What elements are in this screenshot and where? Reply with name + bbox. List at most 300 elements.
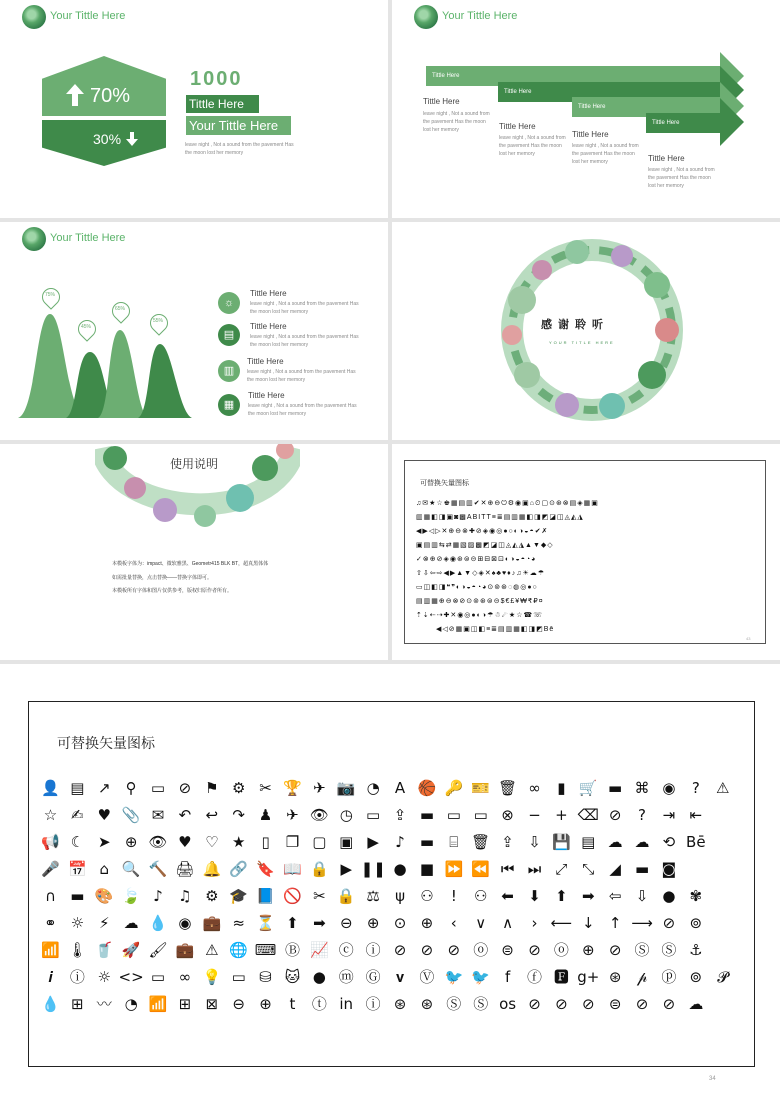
glyph-icon: ▭: [231, 967, 246, 986]
glyph-icon: ✾: [689, 886, 703, 905]
glyph-icon: 🔔: [202, 859, 222, 878]
thanks-title: 感谢聆听: [541, 319, 609, 331]
glyph-icon: ⟵: [550, 913, 573, 932]
usage-line: 本模板所有字体和图片仅供参考，版权归原作者所有。: [112, 588, 233, 594]
mini-icon-row: ⇧⇩⇦⇨◀▶▲▼◇◈✕♠♣♥♦♪♫☀☁☂: [416, 570, 546, 577]
glyph-icon: ‹: [450, 913, 457, 932]
glyph-icon: 📶: [41, 940, 60, 959]
glyph-icon: 🎫: [471, 778, 491, 797]
glyph-icon: 📎: [121, 805, 141, 824]
glyph-icon: ⓘ: [69, 967, 85, 986]
glyph-icon: 🌐: [229, 940, 249, 959]
glyph-icon: ⓘ: [365, 994, 381, 1013]
glyph-icon: ▭: [150, 778, 166, 797]
glyph-icon: ☆: [43, 805, 58, 824]
item-desc: leave night , Not a sound from the pavement Has the moon lost her memory: [250, 334, 359, 348]
glyph-icon: ⊞: [178, 994, 192, 1013]
glyph-icon: 𝓟: [717, 967, 729, 986]
glyph-icon: ▬: [608, 778, 623, 797]
glyph-icon: A: [394, 778, 406, 797]
glyph-icon: ▶: [340, 859, 353, 878]
glyph-icon: 🛒: [578, 778, 598, 797]
mini-icon-row: ▥▦◧◨▣◙▩ABITT≡≣▤▥▦◧◨◩◪◫◬◭◮: [416, 514, 584, 521]
icon-row: [37, 774, 747, 801]
glyph-icon: 🅵: [553, 967, 569, 986]
glyph-icon: ⓞ: [473, 940, 489, 959]
glyph-icon: ●: [662, 886, 676, 905]
glyph-icon: ᴏs: [499, 994, 517, 1013]
icon-row: [37, 963, 747, 990]
glyph-icon: ⊛: [393, 994, 407, 1013]
icon-row: [37, 936, 747, 963]
bubble-label: 55%: [152, 318, 163, 324]
glyph-icon: ✂: [313, 886, 326, 905]
glyph-icon: ◙: [661, 859, 677, 878]
thanks-subtitle: YOUR TITLE HERE: [549, 340, 615, 345]
glyph-icon: ⚠: [715, 778, 730, 797]
mini-icon-row: ▣▤▥⇆⇄▦▧▨▩◩◪◫◬◭◮▲▼◆◇: [416, 542, 554, 549]
glyph-icon: ∞: [528, 778, 541, 797]
glyph-icon: ⌘: [634, 778, 650, 797]
glyph-icon: ⊖: [339, 913, 353, 932]
glyph-icon: <>: [118, 967, 144, 986]
glyph-icon: 🎓: [229, 886, 249, 905]
glyph-icon: 🥤: [94, 940, 114, 959]
glyph-icon: ♥: [97, 805, 111, 824]
glyph-icon: ☁: [634, 832, 650, 851]
glyph-icon: ⊠: [205, 994, 219, 1013]
glyph-icon: ⊘: [393, 940, 407, 959]
mini-icon-row: ◀▶◁▷✕⊕⊖⊗✚⊘◈◉◎●○◐◑◒◓✔✗: [416, 528, 549, 535]
succulent-logo-icon: [22, 5, 46, 29]
icon-grid: [37, 774, 747, 1017]
glyph-icon: Ⓖ: [365, 967, 381, 986]
slide-title: Your Tittle Here: [442, 10, 518, 22]
arrow-label: Tittle Here: [652, 120, 680, 126]
glyph-icon: 💧: [41, 994, 60, 1013]
glyph-icon: 🔨: [148, 859, 168, 878]
glyph-icon: g+: [577, 967, 600, 986]
chart-icon: ▦: [218, 394, 240, 416]
glyph-icon: ☼: [97, 967, 111, 986]
glyph-icon: ⤡: [582, 859, 595, 878]
arrow-down-icon: [126, 132, 138, 146]
glyph-icon: ♫: [178, 886, 192, 905]
glyph-icon: ↷: [232, 805, 245, 824]
glyph-icon: ↓: [581, 913, 595, 932]
item-title: Tittle Here: [250, 289, 287, 298]
percent-bottom: 30%: [93, 131, 122, 147]
arrow-bar-4: [646, 113, 722, 133]
mini-icon-row: ♫✉★☆♚▦▤▥✔✕⊕⊖⏻⚙◉▣⌂⏲▢⊙⊛⊗▤◈▦▣: [416, 500, 599, 507]
glyph-icon: ✉: [151, 805, 165, 824]
glyph-icon: ★: [231, 832, 246, 851]
glyph-icon: ▤: [70, 778, 85, 797]
glyph-icon: ⊜: [608, 994, 622, 1013]
glyph-icon: ▬: [419, 805, 434, 824]
glyph-icon: in: [339, 994, 354, 1013]
glyph-icon: ⊘: [635, 994, 649, 1013]
succulent-logo-icon: [22, 227, 46, 251]
glyph-icon: f: [504, 967, 511, 986]
glyph-icon: ⟶: [631, 913, 653, 932]
item-title: Tittle Here: [499, 122, 536, 131]
glyph-icon: ⟲: [662, 832, 676, 851]
glyph-icon: 🌡: [67, 940, 87, 959]
glyph-icon: 𝒊: [48, 967, 53, 986]
glyph-icon: ⬇: [528, 886, 541, 905]
glyph-icon: ⊛: [420, 994, 434, 1013]
glyph-icon: ∨: [475, 913, 487, 932]
glyph-icon: ☁: [688, 994, 704, 1013]
glyph-icon: 🔒: [310, 859, 329, 878]
glyph-icon: 〰: [96, 994, 112, 1013]
label-box-2: Your Tittle Here: [186, 116, 291, 135]
glyph-icon: ☼: [70, 913, 85, 932]
mini-icon-row: ⇡⇣⇠⇢✚✕◉◎●◐◑☂☃☄★☆☎☏: [416, 612, 543, 619]
item-desc: leave night , Not a sound from the pavement Has the moon lost her memory: [248, 403, 357, 417]
glyph-icon: ⓒ: [338, 940, 354, 959]
glyph-icon: 📘: [256, 886, 275, 905]
glyph-icon: 🐦: [444, 967, 464, 986]
glyph-icon: Ⓥ: [419, 967, 435, 986]
document-icon: ▤: [218, 324, 240, 346]
glyph-icon: ⊕: [366, 913, 380, 932]
mini-icon-row: ▤▥▦⊕⊖⊗⊘⊙⊚⊛⊜⊝$€£¥₩₹₽¤: [416, 598, 544, 605]
glyph-icon: Ⓢ: [446, 994, 462, 1013]
glyph-icon: ψ: [395, 886, 405, 905]
arrow-label: Tittle Here: [504, 89, 532, 95]
glyph-icon: ▮: [557, 778, 566, 797]
glyph-icon: 🎨: [94, 886, 114, 905]
glyph-icon: ǃ: [451, 886, 457, 905]
books-icon: ▥: [218, 360, 240, 382]
glyph-icon: 👤: [41, 778, 60, 797]
glyph-icon: ⏮: [500, 859, 515, 878]
percent-top: 70%: [90, 85, 131, 107]
glyph-icon: ⊙: [393, 913, 407, 932]
icon-sheet-title: 可替换矢量图标: [420, 480, 469, 487]
glyph-icon: ⊘: [528, 994, 541, 1013]
slide-1: [0, 0, 388, 218]
glyph-icon: 🚀: [121, 940, 141, 959]
glyph-icon: ▭: [446, 805, 461, 824]
glyph-icon: 📷: [336, 778, 356, 797]
glyph-icon: ◔: [366, 778, 380, 797]
glyph-icon: ⊕: [124, 832, 138, 851]
glyph-icon: ❐: [285, 832, 300, 851]
icon-row: [37, 828, 747, 855]
glyph-icon: +: [555, 805, 568, 824]
glyph-icon: ⬆: [286, 913, 299, 932]
description: leave night , Not a sound from the pavement Has the moon lost her memory: [185, 142, 294, 156]
glyph-icon: ⊘: [447, 940, 461, 959]
glyph-icon: ⬅: [501, 886, 514, 905]
glyph-icon: ⚡: [98, 913, 110, 932]
glyph-icon: ?: [691, 778, 700, 797]
glyph-icon: Ⓑ: [284, 940, 300, 959]
glyph-icon: ❚❚: [360, 859, 386, 878]
glyph-icon: 💼: [175, 940, 195, 959]
glyph-icon: ⓕ: [526, 967, 542, 986]
glyph-icon: ⊖: [232, 994, 245, 1013]
glyph-icon: ⚇: [420, 886, 434, 905]
slide-title: Your Tittle Here: [50, 10, 126, 22]
glyph-icon: ⓟ: [661, 967, 677, 986]
bubble-label: 45%: [80, 324, 91, 330]
glyph-icon: 🏀: [417, 778, 437, 797]
glyph-icon: ♟: [258, 805, 273, 824]
usage-title: 使用说明: [170, 457, 219, 471]
item-title: Tittle Here: [423, 97, 460, 106]
glyph-icon: ⚭: [44, 913, 57, 932]
glyph-icon: ⏩: [444, 859, 464, 878]
glyph-icon: 💼: [202, 913, 222, 932]
glyph-icon: ⓞ: [553, 940, 569, 959]
glyph-icon: ✂: [259, 778, 272, 797]
glyph-icon: ⊜: [501, 940, 514, 959]
glyph-icon: ■: [419, 859, 434, 878]
glyph-icon: ⇪: [393, 805, 407, 824]
glyph-icon: 𝓅: [636, 967, 648, 986]
arrow-heads: [720, 52, 748, 146]
item-title: Tittle Here: [250, 322, 287, 331]
glyph-icon: ●: [393, 859, 407, 878]
glyph-icon: 📖: [283, 859, 302, 878]
glyph-icon: ⇩: [528, 832, 541, 851]
glyph-icon: 💡: [202, 967, 222, 986]
glyph-icon: ⚙: [231, 778, 246, 797]
page-number-small: 43: [746, 636, 751, 641]
glyph-icon: ⇦: [608, 886, 622, 905]
slide-2: [392, 0, 780, 218]
glyph-icon: ◔: [124, 994, 138, 1013]
glyph-icon: ⊘: [608, 940, 622, 959]
glyph-icon: ⌸: [449, 832, 459, 851]
glyph-icon: ⇤: [689, 805, 703, 824]
mini-icon-row: ▭◫◧◨❝❞◐◑◒◓◔◕⊙⊚⊛◌◍◎●○: [416, 584, 538, 591]
icon-row: [37, 882, 747, 909]
glyph-icon: 🗑: [471, 832, 491, 851]
glyph-icon: ›: [531, 913, 538, 932]
glyph-icon: 🔗: [229, 859, 249, 878]
bubble-label: 75%: [44, 292, 55, 298]
glyph-icon: 🔖: [256, 859, 275, 878]
glyph-icon: 💧: [148, 913, 168, 932]
glyph-icon: ⊘: [178, 778, 192, 797]
glyph-icon: ▯: [261, 832, 270, 851]
glyph-icon: 🔍: [121, 859, 141, 878]
arrow-label: Tittle Here: [578, 104, 606, 110]
item-desc: leave night , Not a sound from the pavement Has the moon lost her memory: [648, 167, 715, 189]
glyph-icon: ⓜ: [338, 967, 354, 986]
glyph-icon: ⏳: [256, 913, 275, 932]
mini-icon-row: ✓⊗⊕⊘◈◉⊛⊜⊝⊞⊟⊠⊡◐◑◒◓◔◕: [416, 556, 537, 563]
glyph-icon: ♥: [178, 832, 192, 851]
glyph-icon: 🗑: [498, 778, 518, 797]
glyph-icon: ✈: [313, 778, 326, 797]
glyph-icon: ⚙: [205, 886, 219, 905]
icon-row: [37, 855, 747, 882]
glyph-icon: ⌂: [99, 859, 109, 878]
glyph-icon: ↶: [178, 805, 192, 824]
glyph-icon: ⚲: [125, 778, 137, 797]
arrow-up-icon: [66, 84, 84, 106]
glyph-icon: ⊞: [71, 994, 84, 1013]
glyph-icon: ⓘ: [365, 940, 381, 959]
glyph-icon: 🖨: [175, 859, 195, 878]
glyph-icon: 📶: [148, 994, 168, 1013]
glyph-icon: ♪: [395, 832, 405, 851]
glyph-icon: ↑: [608, 913, 622, 932]
glyph-icon: ⚇: [473, 886, 488, 905]
bulb-icon: ☼: [218, 292, 240, 314]
glyph-icon: 👁: [309, 805, 329, 824]
glyph-icon: ⊕: [581, 940, 595, 959]
glyph-icon: 💾: [552, 832, 571, 851]
glyph-icon: ⊚: [689, 913, 703, 932]
usage-line: 本模板字体为：impact、微软雅黑、Geometr415 BLK BT，超真黑体体: [112, 561, 269, 567]
glyph-icon: 👁: [148, 832, 168, 851]
icon-row: [37, 990, 747, 1017]
glyph-icon: 📅: [67, 859, 87, 878]
glyph-icon: ♡: [205, 832, 219, 851]
glyph-icon: ∞: [178, 967, 192, 986]
item-desc: leave night , Not a sound from the pavement Has the moon lost her memory: [572, 143, 639, 165]
glyph-icon: ⤢: [555, 859, 568, 878]
glyph-icon: ⓣ: [311, 994, 327, 1013]
glyph-icon: 𝐯: [395, 967, 405, 986]
slide-title: Your Tittle Here: [50, 232, 126, 244]
glyph-icon: ↗: [97, 778, 111, 797]
item-title: Tittle Here: [248, 391, 285, 400]
glyph-icon: ◢: [609, 859, 621, 878]
icon-row: [37, 909, 747, 936]
glyph-icon: t: [289, 994, 296, 1013]
glyph-icon: ↩: [205, 805, 219, 824]
glyph-icon: ⌫: [577, 805, 599, 824]
glyph-icon: ☾: [70, 832, 85, 851]
glyph-icon: 📈: [310, 940, 329, 959]
item-title: Tittle Here: [648, 154, 685, 163]
item-title: Tittle Here: [572, 130, 609, 139]
slide-3: [0, 222, 388, 440]
glyph-icon: 🍃: [121, 886, 141, 905]
glyph-icon: ⚓: [689, 940, 703, 959]
item-desc: leave night , Not a sound from the pavement Has the moon lost her memory: [499, 135, 566, 157]
item-desc: leave night , Not a sound from the pavement Has the moon lost her memory: [247, 369, 356, 383]
glyph-icon: ➡: [581, 886, 595, 905]
glyph-icon: 🖌: [148, 940, 168, 959]
glyph-icon: ⇩: [635, 886, 649, 905]
succulent-logo-icon: [414, 5, 438, 29]
mini-icon-row: ◀◁⊘▦▣◫◧≡≣▤▥▦◧◨◩Bē: [436, 626, 555, 633]
glyph-icon: ▬: [419, 832, 434, 851]
glyph-icon: 🐱: [284, 967, 301, 986]
glyph-icon: ⬆: [555, 886, 568, 905]
glyph-icon: 🏆: [283, 778, 302, 797]
item-desc: leave night , Not a sound from the pavement Has the moon lost her memory: [250, 301, 359, 315]
glyph-icon: ⇥: [662, 805, 676, 824]
glyph-icon: 🐦: [471, 967, 491, 986]
glyph-icon: −: [528, 805, 541, 824]
glyph-icon: ▭: [366, 805, 381, 824]
glyph-icon: ?: [638, 805, 647, 824]
glyph-icon: ▬: [70, 886, 85, 905]
glyph-icon: ▬: [634, 859, 650, 878]
glyph-icon: ⊗: [501, 805, 514, 824]
item-desc: leave night , Not a sound from the pavement Has the moon lost her memory: [423, 111, 490, 133]
glyph-icon: ⊘: [528, 940, 541, 959]
arrow-label: Tittle Here: [432, 73, 460, 79]
glyph-icon: ●: [312, 967, 326, 986]
glyph-icon: Ⓢ: [473, 994, 489, 1013]
glyph-icon: ✈: [286, 805, 299, 824]
icon-row: [37, 801, 747, 828]
glyph-icon: ▭: [150, 967, 166, 986]
glyph-icon: ◉: [178, 913, 192, 932]
bubble-label: 65%: [114, 306, 125, 312]
glyph-icon: ▶: [367, 832, 379, 851]
glyph-icon: ⊘: [581, 994, 595, 1013]
glyph-icon: 🎤: [41, 859, 60, 878]
glyph-icon: 🔒: [336, 886, 356, 905]
glyph-icon: ≈: [232, 913, 245, 932]
glyph-icon: 🚫: [283, 886, 302, 905]
glyph-icon: ♪: [153, 886, 163, 905]
item-title: Tittle Here: [247, 357, 284, 366]
slide-5: [0, 444, 388, 660]
glyph-icon: ✍: [71, 805, 84, 824]
glyph-icon: ☁: [123, 913, 139, 932]
glyph-icon: ⊛: [608, 967, 622, 986]
glyph-icon: ⊘: [608, 805, 622, 824]
glyph-icon: ➤: [97, 832, 111, 851]
glyph-icon: ☁: [607, 832, 623, 851]
glyph-icon: ∧: [502, 913, 514, 932]
glyph-icon: ➡: [313, 913, 326, 932]
glyph-icon: ⏭: [527, 859, 542, 878]
icon-sheet-title-large: 可替换矢量图标: [57, 735, 155, 751]
glyph-icon: ⇪: [501, 832, 514, 851]
glyph-icon: ⚑: [205, 778, 219, 797]
glyph-icon: ⊕: [259, 994, 272, 1013]
glyph-icon: ⚖: [366, 886, 380, 905]
glyph-icon: ▣: [339, 832, 354, 851]
glyph-icon: ▢: [312, 832, 327, 851]
glyph-icon: ⊘: [555, 994, 568, 1013]
glyph-icon: ◷: [339, 805, 353, 824]
label-box-1: Tittle Here: [186, 95, 259, 113]
big-number: 1000: [190, 68, 243, 90]
glyph-icon: ⛁: [259, 967, 272, 986]
glyph-icon: ⊘: [420, 940, 434, 959]
glyph-icon: ◉: [662, 778, 676, 797]
glyph-icon: ▤: [581, 832, 596, 851]
glyph-icon: Bē: [686, 832, 706, 851]
glyph-icon: ⚠: [205, 940, 219, 959]
glyph-icon: ∩: [44, 886, 56, 905]
glyph-icon: ⊕: [420, 913, 434, 932]
usage-line: 如需批量替换，点击替换——替换字体即可。: [112, 575, 213, 581]
glyph-icon: ⊚: [689, 967, 703, 986]
glyph-icon: ▭: [473, 805, 488, 824]
glyph-icon: Ⓢ: [661, 940, 677, 959]
glyph-icon: ⊘: [662, 994, 676, 1013]
glyph-icon: ⊘: [662, 913, 676, 932]
glyph-icon: ⌨: [254, 940, 277, 959]
glyph-icon: 📢: [41, 832, 60, 851]
